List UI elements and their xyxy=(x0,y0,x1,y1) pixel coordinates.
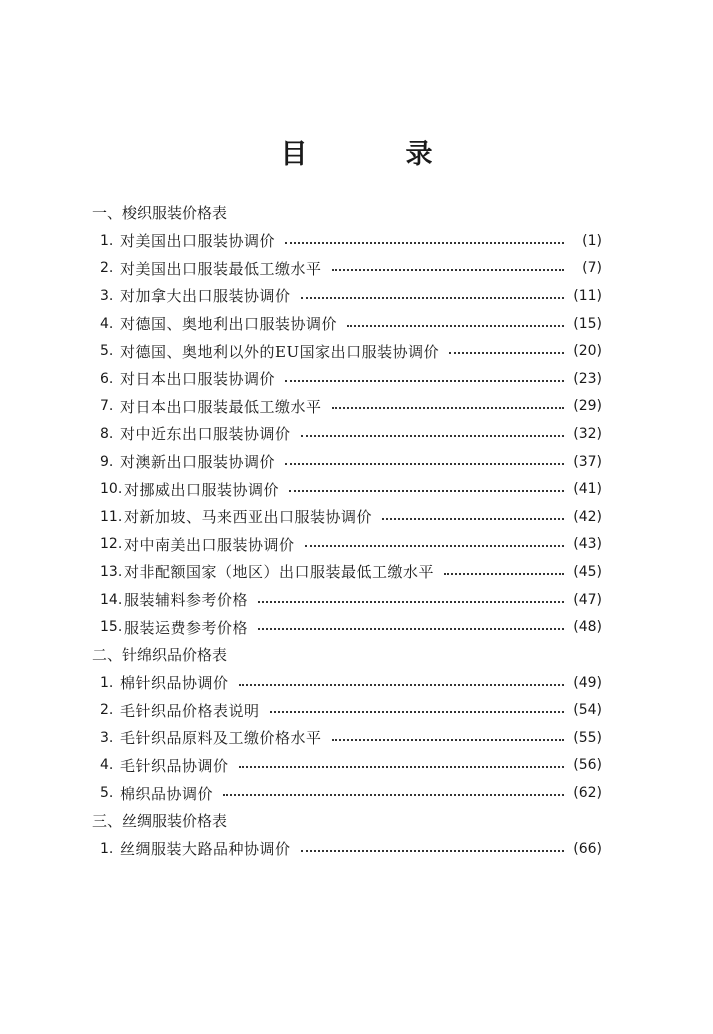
toc-entry-page: (7) xyxy=(582,260,602,277)
dot-leader xyxy=(449,352,564,354)
dot-leader xyxy=(332,269,564,271)
toc-entry[interactable] xyxy=(92,420,602,448)
toc-entry[interactable] xyxy=(92,255,602,283)
toc-entry-page: (48) xyxy=(573,619,602,636)
toc-entry-page: (43) xyxy=(573,536,602,553)
toc-entry-page: (66) xyxy=(573,840,602,857)
toc-entry-page: (42) xyxy=(573,508,602,525)
dot-leader xyxy=(258,628,564,630)
toc-entry-page: (45) xyxy=(573,563,602,580)
toc-section-heading: 二、针绵织品价格表 xyxy=(92,645,228,664)
toc-entry-label: 对中南美出口服装协调价 xyxy=(124,535,295,554)
toc-entry-number: 3. xyxy=(100,287,114,304)
dot-leader xyxy=(285,463,564,465)
toc-entry-number: 1. xyxy=(100,674,114,691)
toc-entry-page: (11) xyxy=(573,287,602,304)
toc-entry[interactable] xyxy=(92,282,602,310)
toc-entry-number: 10. xyxy=(100,481,123,498)
title-char-2: 录 xyxy=(405,139,433,170)
dot-leader xyxy=(258,601,564,603)
toc-entry[interactable] xyxy=(92,310,602,338)
toc-entry[interactable] xyxy=(92,586,602,614)
toc-entry-label: 对德国、奥地利以外的EU国家出口服装协调价 xyxy=(120,342,440,361)
toc-entry-page: (23) xyxy=(573,370,602,387)
toc-entry-label: 毛针织品协调价 xyxy=(120,756,229,775)
toc-entry-number: 14. xyxy=(100,591,123,608)
dot-leader xyxy=(239,684,564,686)
dot-leader xyxy=(301,850,564,852)
dot-leader xyxy=(382,518,564,520)
toc-entry-number: 4. xyxy=(100,757,114,774)
toc-entry-label: 对挪威出口服装协调价 xyxy=(124,480,280,499)
toc-entry[interactable] xyxy=(92,365,602,393)
dot-leader xyxy=(301,297,564,299)
toc-entry[interactable] xyxy=(92,835,602,863)
toc-entry-label: 对澳新出口服装协调价 xyxy=(120,453,276,472)
toc-entry-label: 棉针织品协调价 xyxy=(120,674,229,693)
dot-leader xyxy=(332,407,564,409)
toc-entry-number: 12. xyxy=(100,536,123,553)
toc-entry[interactable] xyxy=(92,724,602,752)
toc-entry-page: (1) xyxy=(582,232,602,249)
toc-entry-number: 4. xyxy=(100,315,114,332)
toc-entry[interactable] xyxy=(92,475,602,503)
page-title xyxy=(0,132,713,171)
dot-leader xyxy=(332,739,564,741)
toc-entry-number: 1. xyxy=(100,840,114,857)
dot-leader xyxy=(444,573,564,575)
toc-entry-number: 15. xyxy=(100,619,123,636)
toc-entry-label: 对日本出口服装协调价 xyxy=(120,370,276,389)
toc-entry-page: (15) xyxy=(573,315,602,332)
toc-entry-number: 8. xyxy=(100,425,114,442)
dot-leader xyxy=(301,435,564,437)
toc-entry-number: 5. xyxy=(100,785,114,802)
toc-entry-number: 7. xyxy=(100,398,114,415)
toc-entry-label: 对新加坡、马来西亚出口服装协调价 xyxy=(124,508,373,527)
toc-entry-number: 1. xyxy=(100,232,114,249)
dot-leader xyxy=(223,794,564,796)
toc-entry-number: 2. xyxy=(100,702,114,719)
toc-entry[interactable] xyxy=(92,752,602,780)
toc-entry-number: 6. xyxy=(100,370,114,387)
toc-entry-number: 5. xyxy=(100,343,114,360)
toc-entry-number: 9. xyxy=(100,453,114,470)
title-char-1: 目 xyxy=(280,139,308,170)
toc-entry[interactable] xyxy=(92,337,602,365)
toc-entry-page: (47) xyxy=(573,591,602,608)
toc-entry-page: (55) xyxy=(573,729,602,746)
toc-entry[interactable] xyxy=(92,393,602,421)
toc-entry-label: 对非配额国家（地区）出口服装最低工缴水平 xyxy=(124,563,435,582)
dot-leader xyxy=(289,490,564,492)
toc-entry[interactable] xyxy=(92,558,602,586)
toc-entry-page: (29) xyxy=(573,398,602,415)
toc-entry[interactable] xyxy=(92,227,602,255)
toc-entry-label: 对美国出口服装协调价 xyxy=(120,232,276,251)
toc-section-heading: 三、丝绸服装价格表 xyxy=(92,811,228,830)
toc-entry[interactable] xyxy=(92,779,602,807)
dot-leader xyxy=(285,380,564,382)
toc-entry-label: 服装运费参考价格 xyxy=(124,618,249,637)
toc-entry-label: 对加拿大出口服装协调价 xyxy=(120,287,291,306)
toc-entry-page: (54) xyxy=(573,702,602,719)
toc-entry-label: 对日本出口服装最低工缴水平 xyxy=(120,397,322,416)
toc-entry-label: 丝绸服装大路品种协调价 xyxy=(120,840,291,859)
toc-entry-page: (56) xyxy=(573,757,602,774)
dot-leader xyxy=(285,242,564,244)
dot-leader xyxy=(270,711,564,713)
dot-leader xyxy=(239,766,564,768)
toc-entry[interactable] xyxy=(92,448,602,476)
toc-entry-label: 棉织品协调价 xyxy=(120,784,214,803)
toc-entry-page: (41) xyxy=(573,481,602,498)
toc-entry-page: (32) xyxy=(573,425,602,442)
toc-entry-label: 服装辅料参考价格 xyxy=(124,591,249,610)
toc-entry-label: 对美国出口服装最低工缴水平 xyxy=(120,259,322,278)
toc-entry[interactable] xyxy=(92,503,602,531)
dot-leader xyxy=(305,545,564,547)
toc-entry-page: (37) xyxy=(573,453,602,470)
toc-entry-page: (20) xyxy=(573,343,602,360)
toc-entry[interactable] xyxy=(92,669,602,697)
toc-entry-label: 对中近东出口服装协调价 xyxy=(120,425,291,444)
toc-entry-label: 对德国、奥地利出口服装协调价 xyxy=(120,315,338,334)
toc-entry-page: (49) xyxy=(573,674,602,691)
toc-entry-number: 11. xyxy=(100,508,123,525)
toc-entry[interactable] xyxy=(92,697,602,725)
toc-entry-label: 毛针织品原料及工缴价格水平 xyxy=(120,729,322,748)
dot-leader xyxy=(347,325,564,327)
toc-section-heading: 一、梭织服装价格表 xyxy=(92,204,228,222)
toc-entry-number: 13. xyxy=(100,563,123,580)
toc-entry-number: 3. xyxy=(100,729,114,746)
toc-entry-number: 2. xyxy=(100,260,114,277)
toc-entry-label: 毛针织品价格表说明 xyxy=(120,701,260,720)
toc-entry[interactable] xyxy=(92,613,602,641)
toc-entry-page: (62) xyxy=(573,785,602,802)
table-of-contents xyxy=(92,199,602,862)
toc-entry[interactable] xyxy=(92,531,602,559)
